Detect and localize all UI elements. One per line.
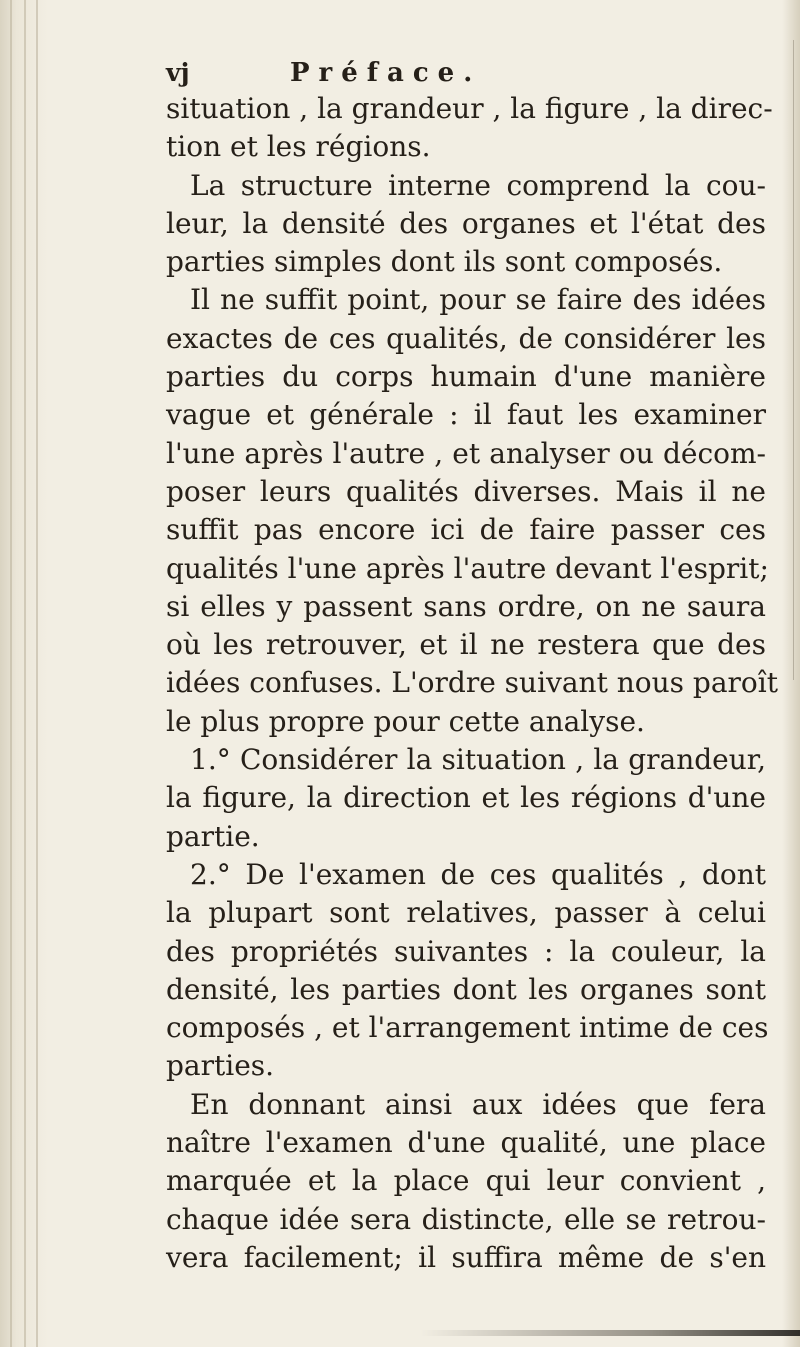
text-line: chaque idée sera distincte, elle se retrou-	[166, 1202, 766, 1236]
text-line: 2.° De l'examen de ces qualités , dont	[190, 857, 766, 891]
text-line: poser leurs qualités diverses. Mais il ne	[166, 474, 766, 508]
text-line: La structure interne comprend la cou-	[190, 168, 766, 202]
text-line: parties du corps humain d'une manière	[166, 360, 766, 394]
page-number: vj	[166, 58, 190, 87]
gutter-line	[10, 0, 12, 1347]
gutter-line	[36, 0, 38, 1347]
text-line: En donnant ainsi aux idées que fera	[190, 1087, 766, 1121]
text-line: vera facilement; il suffira même de s'en	[166, 1240, 766, 1274]
running-title: Préface.	[290, 58, 482, 88]
text-line: la plupart sont relatives, passer à celui	[166, 896, 766, 930]
text-line: qualités l'une après l'autre devant l'esprit;	[166, 551, 769, 585]
page-edge-shadow	[782, 0, 800, 1347]
text-line: naître l'examen d'une qualité, une place	[166, 1126, 766, 1160]
text-line: densité, les parties dont les organes sont	[166, 972, 766, 1006]
text-line: partie.	[166, 819, 260, 853]
page-header	[166, 58, 766, 94]
text-line: suffit pas encore ici de faire passer ces	[166, 513, 766, 547]
text-line: vague et générale : il faut les examiner	[166, 398, 766, 432]
text-line: leur, la densité des organes et l'état des	[166, 206, 766, 240]
text-line: des propriétés suivantes : la couleur, la	[166, 934, 766, 968]
text-line: si elles y passent sans ordre, on ne saura	[166, 589, 766, 623]
text-line: idées confuses. L'ordre suivant nous paroît	[166, 666, 778, 700]
text-line: la figure, la direction et les régions d'une	[166, 781, 766, 815]
text-line: situation , la grandeur , la figure , la direc-	[166, 92, 773, 125]
edge-line	[793, 40, 794, 680]
text-line: le plus propre pour cette analyse.	[166, 704, 645, 738]
page-bottom-shadow	[420, 1330, 800, 1336]
text-line: où les retrouver, et il ne restera que des	[166, 628, 766, 662]
text-line: exactes de ces qualités, de considérer les	[166, 321, 766, 355]
text-line: parties simples dont ils sont composés.	[166, 245, 723, 279]
gutter-line	[24, 0, 26, 1347]
text-line: 1.° Considérer la situation , la grandeur,	[190, 743, 766, 777]
body-text	[166, 90, 778, 1277]
text-line: Il ne suffit point, pour se faire des idées	[190, 283, 766, 317]
page-gutter-shadow	[0, 0, 48, 1347]
text-line: composés , et l'arrangement intime de ces	[166, 1011, 769, 1045]
text-line: marquée et la place qui leur convient ,	[166, 1164, 766, 1198]
text-line: tion et les régions.	[166, 130, 431, 164]
text-line: parties.	[166, 1049, 275, 1083]
text-line: l'une après l'autre , et analyser ou décom-	[166, 436, 766, 470]
